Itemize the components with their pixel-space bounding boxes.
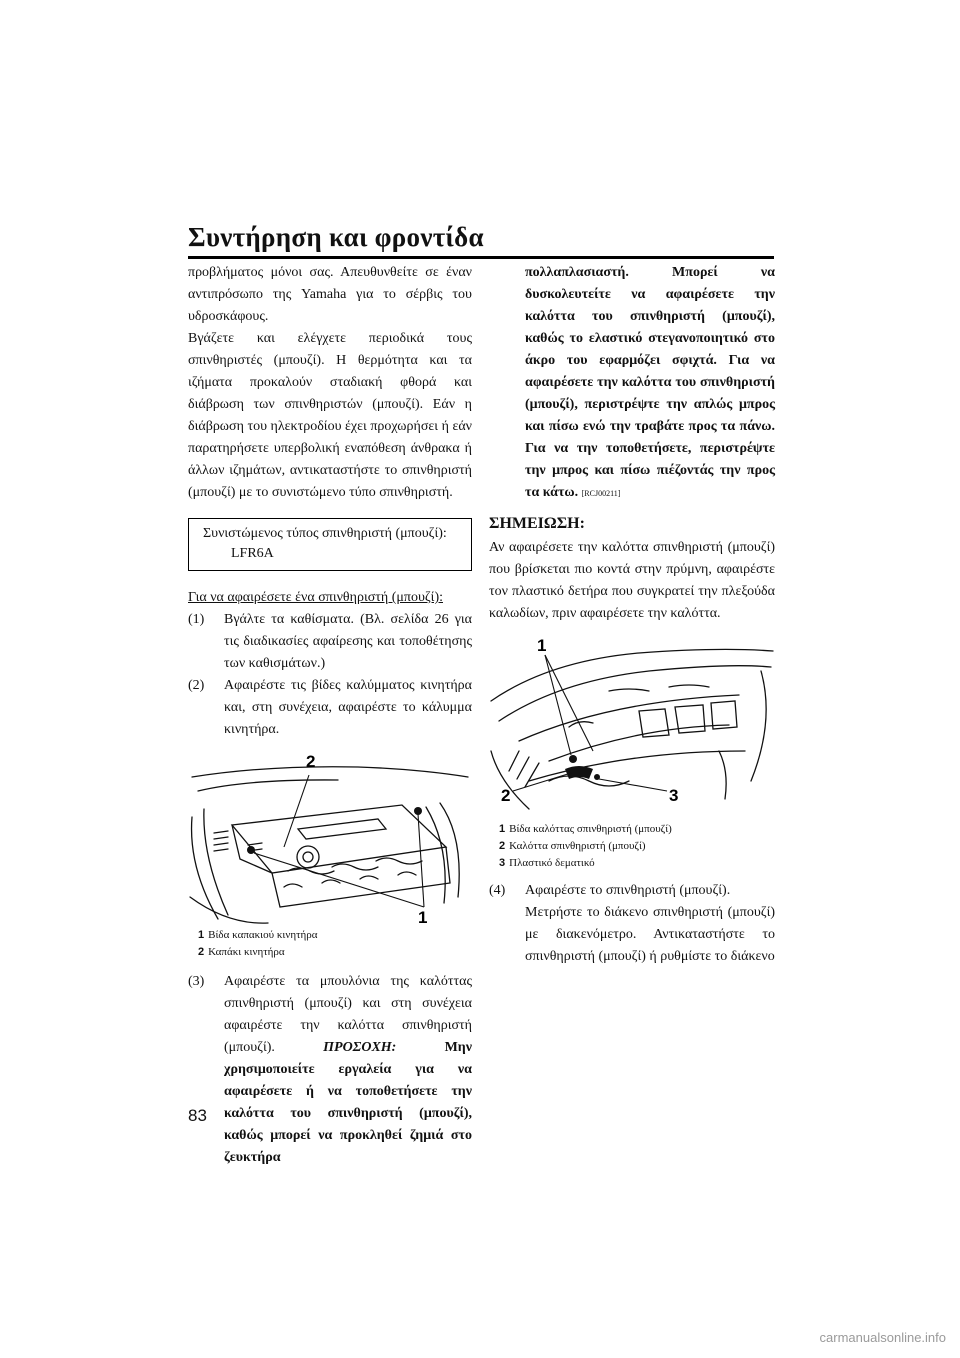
step-text	[224, 971, 472, 1169]
figure-caption-1	[489, 821, 775, 838]
step-2	[188, 675, 472, 741]
step-text	[525, 880, 775, 968]
caption-text: Καπάκι κινητήρα	[208, 946, 285, 958]
caption-text: Πλαστικό δεματικό	[509, 857, 595, 869]
page-title: Συντήρηση και φροντίδα	[188, 222, 484, 252]
note-heading: ΣΗΜΕΙΩΣΗ:	[489, 515, 585, 532]
step-3-text: Αφαιρέστε τα μπουλόνια της καλόττας σπινθηριστή (μπουζί) και στη συνέχεια αφαιρέστε την καλόττα σπινθηριστή (μπουζί).	[224, 974, 472, 1055]
caution-label: ΠΡΟΣΟΧΗ:	[323, 1040, 397, 1055]
caption-number: 3	[499, 857, 506, 869]
step-number: (4)	[489, 883, 506, 898]
step-1	[188, 609, 472, 675]
step-number: (1)	[188, 612, 205, 627]
spark-plug-cap-figure	[489, 631, 775, 872]
caption-number: 2	[198, 946, 205, 958]
spark-plug-cap-illustration	[489, 631, 775, 821]
step-3	[188, 971, 472, 1169]
caption-text: Βίδα καλόττας σπινθηριστή (μπουζί)	[509, 823, 672, 835]
left-column	[188, 262, 472, 1169]
engine-cover-bolt-rear	[414, 807, 422, 815]
figure-caption-1	[188, 927, 472, 944]
step-4-line-1: Αφαιρέστε το σπινθηριστή (μπουζί).	[525, 883, 731, 898]
figure-callout-2: 2	[501, 786, 511, 805]
step-text: Βγάλτε τα καθίσματα. (Βλ. σελίδα 26 για τις διαδικασίες αφαίρεσης και τοποθέτησης των καθισμάτων.)	[224, 612, 472, 671]
removal-heading: Για να αφαιρέσετε ένα σπινθηριστή (μπουζί):	[188, 590, 443, 605]
step-number: (3)	[188, 974, 205, 989]
site-watermark[interactable]: carmanualsonline.info	[819, 1330, 946, 1345]
caption-number: 1	[198, 929, 205, 941]
caption-number: 1	[499, 823, 506, 835]
note-text: Αν αφαιρέσετε την καλόττα σπινθηριστή (μπουζί) που βρίσκεται πιο κοντά στην πρύμνη, αφαιρέστε τον πλαστικό δετήρα που συγκρατεί την πλεξούδα καλωδίων, πριν αφαιρέσετε την καλόττα.	[489, 540, 775, 621]
caption-text: Καλόττα σπινθηριστή (μπουζί)	[509, 840, 646, 852]
step-text: Αφαιρέστε τις βίδες καλύμματος κινητήρα και, στη συνέχεια, αφαιρέστε το κάλυμμα κινητήρα.	[224, 678, 472, 737]
figure-callout-2: 2	[306, 752, 316, 771]
intro-paragraph: προβλήματος μόνοι σας. Απευθυνθείτε σε έναν αντιπρόσωπο της Yamaha για το σέρβις του υδροσκάφους.	[188, 265, 472, 324]
spark-plug-paragraph: Βγάζετε και ελέγχετε περιοδικά τους σπινθηριστές (μπουζί). Η θερμότητα και τα ιζήματα προκαλούν σταδιακή φθορά και διάβρωση των σπινθηριστών (μπουζί). Εάν η διάβρωση του ηλεκτροδίου έχει προχωρήσει ή εάν παρατηρήσετε υπερβολική εναπόθεση άνθρακα ή άλλων ιζημάτων, αντικαταστήστε το σπινθηριστή (μπουζί) με το συνιστώμενο τύπο σπινθηριστή.	[188, 331, 472, 500]
engine-cover-figure	[188, 747, 472, 961]
caption-number: 2	[499, 840, 506, 852]
figure-callout-1: 1	[537, 636, 547, 655]
figure-callout-3: 3	[669, 786, 679, 805]
spec-box	[188, 518, 472, 571]
page-number: 83	[188, 1106, 207, 1125]
spec-value: LFR6A	[231, 546, 274, 561]
spec-label: Συνιστώμενος τύπος σπινθηριστή (μπουζί):	[203, 526, 447, 541]
right-column	[489, 262, 775, 968]
figure-caption-2	[489, 838, 775, 855]
figure-callout-1: 1	[418, 908, 428, 927]
title-rule	[188, 256, 774, 259]
step-4	[489, 880, 775, 968]
step-number: (2)	[188, 678, 205, 693]
step-4-line-2: Μετρήστε το διάκενο σπινθηριστή (μπουζί) με διακενόμετρο. Αντικαταστήστε το σπινθηριστή (μπουζί) ή ρυθμίστε το διάκενο	[525, 905, 775, 964]
figure-caption-2	[188, 944, 472, 961]
figure-caption-3	[489, 855, 775, 872]
engine-cover-illustration	[188, 747, 472, 927]
caution-text: Μην χρησιμοποιείτε εργαλεία για να αφαιρέσετε ή να τοποθετήσετε την καλόττα του σπινθηριστή (μπουζί), καθώς μπορεί να προκληθεί ζημιά στο ζευκτήρα	[224, 1040, 472, 1165]
engine-cover-bolt-front	[247, 846, 255, 854]
caption-text: Βίδα καπακιού κινητήρα	[208, 929, 318, 941]
caution-text-continued: πολλαπλασιαστή. Μπορεί να δυσκολευτείτε να αφαιρέσετε την καλόττα του σπινθηριστή (μπουζί), καθώς το ελαστικό στεγανοποιητικό στο άκρο του εφαρμόζει σφιχτά. Για να αφαιρέσετε την καλόττα του σπινθηριστή (μπουζί), περιστρέψτε την απλώς μπρος και πίσω ενώ την τραβάτε προς τα πάνω. Για να την τοποθετήσετε, περιστρέψτε την μπρος και πίσω πιέζοντάς την προς τα κάτω.	[525, 265, 775, 500]
caution-continuation	[489, 262, 775, 505]
caution-reference: [RCJ00211]	[581, 489, 621, 498]
